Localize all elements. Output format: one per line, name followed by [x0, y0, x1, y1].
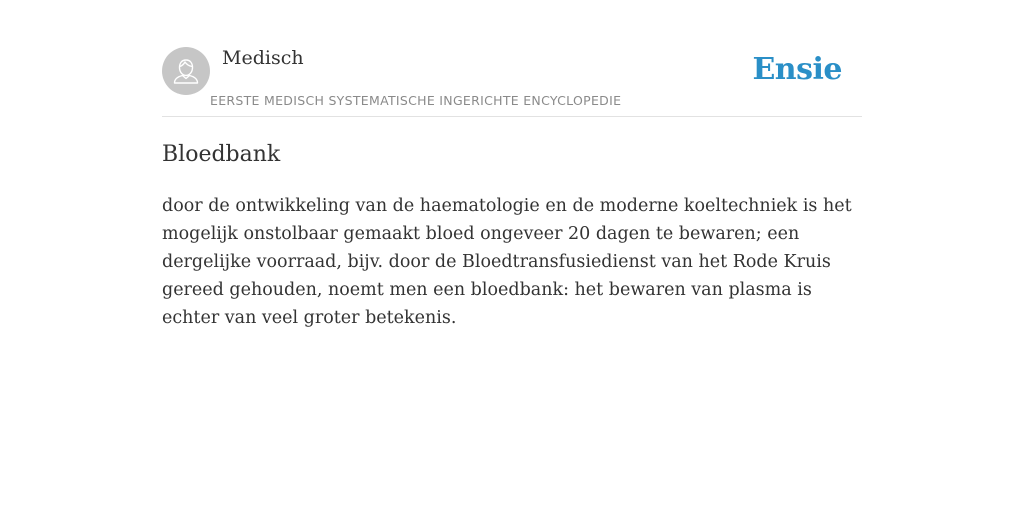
source-avatar[interactable] — [162, 47, 210, 95]
content-container — [162, 0, 862, 328]
article-title: Bloedbank — [162, 142, 281, 167]
source-header — [162, 0, 862, 117]
article-body: door de ontwikkeling van de haematologie en de moderne koeltechniek is het mogelijk onstolbaar gemaakt bloed ongeveer 20 dagen te bewaren; een dergelijke voorraad, bijv. door de Bloedtransfusiedienst van het Rode Kruis gereed gehouden, noemt men een bloedbank: het bewaren van plasma is echter van veel groter betekenis. — [162, 196, 852, 328]
source-name[interactable]: Medisch — [222, 47, 304, 69]
user-silhouette-icon — [162, 47, 210, 95]
source-subtitle: EERSTE MEDISCH SYSTEMATISCHE INGERICHTE ENCYCLOPEDIE — [210, 93, 622, 108]
ensie-logo[interactable]: Ensie — [752, 52, 842, 87]
